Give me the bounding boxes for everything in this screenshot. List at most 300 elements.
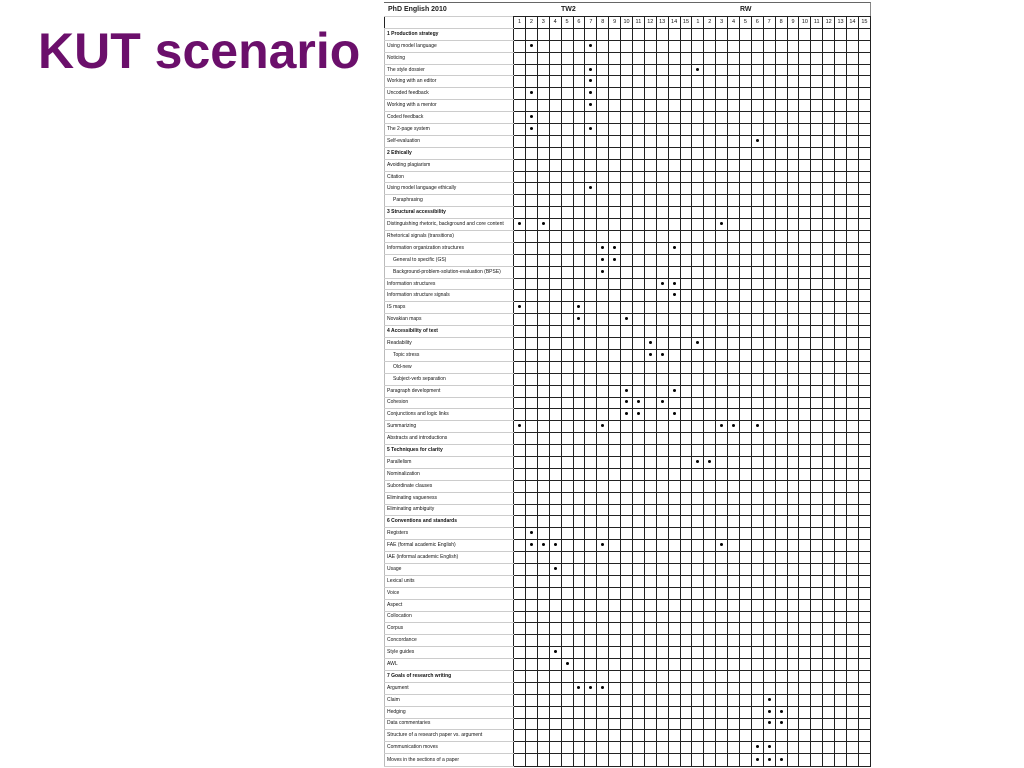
table-row <box>385 76 871 88</box>
row-label: Noticing <box>385 52 514 64</box>
grid-cell <box>668 492 680 504</box>
dot-marker <box>597 266 609 278</box>
dot-marker <box>775 754 787 767</box>
table-row <box>385 635 871 647</box>
grid-cell <box>644 754 656 767</box>
grid-cell <box>728 587 740 599</box>
grid-cell <box>847 397 859 409</box>
grid-cell <box>609 421 621 433</box>
grid-cell <box>668 124 680 136</box>
dot-marker <box>537 540 549 552</box>
grid-cell <box>632 528 644 540</box>
grid-cell <box>573 552 585 564</box>
grid-cell <box>692 397 704 409</box>
grid-cell <box>525 575 537 587</box>
grid-cell <box>680 754 692 767</box>
grid-cell <box>728 504 740 516</box>
grid-cell <box>644 207 656 219</box>
grid-cell <box>787 480 799 492</box>
dot-marker <box>704 456 716 468</box>
grid-cell <box>537 456 549 468</box>
grid-cell <box>763 670 775 682</box>
grid-cell <box>799 397 811 409</box>
column-number: 9 <box>609 17 621 29</box>
grid-cell <box>644 563 656 575</box>
grid-cell <box>632 290 644 302</box>
grid-cell <box>573 623 585 635</box>
grid-cell <box>811 611 823 623</box>
grid-cell <box>739 670 751 682</box>
grid-cell <box>799 135 811 147</box>
grid-cell <box>799 552 811 564</box>
grid-cell <box>811 647 823 659</box>
grid-cell <box>739 563 751 575</box>
dot-marker <box>573 314 585 326</box>
grid-cell <box>597 195 609 207</box>
grid-cell <box>811 124 823 136</box>
grid-cell <box>692 706 704 718</box>
grid-cell <box>632 100 644 112</box>
grid-cell <box>525 516 537 528</box>
grid-cell <box>692 349 704 361</box>
grid-cell <box>847 504 859 516</box>
grid-cell <box>811 28 823 40</box>
grid-cell <box>704 219 716 231</box>
grid-cell <box>680 611 692 623</box>
grid-cell <box>514 504 526 516</box>
grid-cell <box>549 718 561 730</box>
grid-cell <box>847 647 859 659</box>
grid-cell <box>585 385 597 397</box>
grid-cell <box>656 409 668 421</box>
grid-cell <box>597 445 609 457</box>
grid-cell <box>716 730 728 742</box>
grid-cell <box>739 718 751 730</box>
grid-cell <box>597 314 609 326</box>
grid-cell <box>787 718 799 730</box>
grid-cell <box>525 397 537 409</box>
grid-cell <box>692 575 704 587</box>
grid-cell <box>799 207 811 219</box>
grid-cell <box>811 706 823 718</box>
grid-cell <box>739 373 751 385</box>
grid-cell <box>668 397 680 409</box>
grid-cell <box>799 326 811 338</box>
grid-cell <box>858 670 870 682</box>
grid-cell <box>823 492 835 504</box>
grid-cell <box>525 635 537 647</box>
grid-cell <box>739 516 751 528</box>
grid-cell <box>514 492 526 504</box>
grid-cell <box>549 754 561 767</box>
grid-cell <box>751 659 763 671</box>
grid-cell <box>716 88 728 100</box>
grid-cell <box>537 64 549 76</box>
grid-cell <box>573 28 585 40</box>
grid-cell <box>549 207 561 219</box>
grid-cell <box>704 528 716 540</box>
grid-cell <box>621 421 633 433</box>
grid-cell <box>549 385 561 397</box>
grid-cell <box>728 670 740 682</box>
grid-cell <box>573 349 585 361</box>
dot-marker <box>644 349 656 361</box>
grid-cell <box>739 326 751 338</box>
grid-cell <box>680 742 692 754</box>
grid-cell <box>585 516 597 528</box>
grid-cell <box>692 135 704 147</box>
grid-cell <box>763 445 775 457</box>
grid-cell <box>835 373 847 385</box>
grid-cell <box>835 254 847 266</box>
grid-cell <box>514 456 526 468</box>
grid-cell <box>585 445 597 457</box>
grid-cell <box>858 254 870 266</box>
grid-cell <box>811 599 823 611</box>
grid-cell <box>751 706 763 718</box>
grid-cell <box>656 611 668 623</box>
grid-cell <box>751 445 763 457</box>
grid-cell <box>799 718 811 730</box>
grid-cell <box>573 409 585 421</box>
table-row <box>385 694 871 706</box>
grid-cell <box>621 100 633 112</box>
grid-cell <box>656 552 668 564</box>
grid-cell <box>728 88 740 100</box>
grid-cell <box>632 266 644 278</box>
grid-cell <box>823 587 835 599</box>
grid-cell <box>823 540 835 552</box>
grid-cell <box>847 754 859 767</box>
column-number: 11 <box>632 17 644 29</box>
grid-cell <box>621 242 633 254</box>
grid-cell <box>525 433 537 445</box>
grid-cell <box>763 349 775 361</box>
grid-cell <box>751 195 763 207</box>
grid-cell <box>680 361 692 373</box>
row-label: Paraphrasing <box>385 195 514 207</box>
grid-cell <box>680 492 692 504</box>
grid-cell <box>668 504 680 516</box>
grid-cell <box>847 575 859 587</box>
grid-cell <box>787 40 799 52</box>
grid-cell <box>573 76 585 88</box>
grid-cell <box>823 302 835 314</box>
grid-cell <box>514 349 526 361</box>
grid-cell <box>525 480 537 492</box>
grid-cell <box>823 456 835 468</box>
grid-cell <box>823 242 835 254</box>
grid-cell <box>835 385 847 397</box>
grid-cell <box>763 385 775 397</box>
grid-cell <box>597 575 609 587</box>
table-row <box>385 563 871 575</box>
dot-marker <box>514 219 526 231</box>
grid-cell <box>763 575 775 587</box>
grid-cell <box>692 183 704 195</box>
grid-cell <box>799 694 811 706</box>
grid-cell <box>751 231 763 243</box>
grid-cell <box>644 326 656 338</box>
column-number: 9 <box>787 17 799 29</box>
grid-cell <box>704 290 716 302</box>
grid-cell <box>704 349 716 361</box>
table-row <box>385 480 871 492</box>
grid-cell <box>763 159 775 171</box>
grid-cell <box>609 290 621 302</box>
grid-cell <box>514 599 526 611</box>
grid-cell <box>835 611 847 623</box>
grid-cell <box>763 611 775 623</box>
dot-marker <box>597 540 609 552</box>
grid-cell <box>549 421 561 433</box>
grid-cell <box>668 100 680 112</box>
grid-cell <box>704 516 716 528</box>
grid-cell <box>787 492 799 504</box>
grid-cell <box>763 492 775 504</box>
grid-cell <box>609 385 621 397</box>
grid-cell <box>632 433 644 445</box>
grid-cell <box>573 575 585 587</box>
column-number: 11 <box>811 17 823 29</box>
grid-cell <box>585 195 597 207</box>
grid-cell <box>847 552 859 564</box>
grid-cell <box>597 623 609 635</box>
grid-cell <box>799 480 811 492</box>
grid-cell <box>787 456 799 468</box>
grid-cell <box>632 385 644 397</box>
grid-cell <box>609 754 621 767</box>
grid-cell <box>585 468 597 480</box>
grid-cell <box>847 159 859 171</box>
grid-cell <box>763 587 775 599</box>
grid-cell <box>739 314 751 326</box>
grid-cell <box>561 338 573 350</box>
grid-cell <box>835 290 847 302</box>
grid-cell <box>656 694 668 706</box>
grid-cell <box>823 124 835 136</box>
column-number: 2 <box>525 17 537 29</box>
grid-cell <box>751 385 763 397</box>
grid-cell <box>597 468 609 480</box>
grid-cell <box>692 28 704 40</box>
grid-cell <box>775 670 787 682</box>
grid-cell <box>561 468 573 480</box>
grid-cell <box>632 694 644 706</box>
grid-cell <box>787 290 799 302</box>
grid-cell <box>621 254 633 266</box>
row-label: Nominalization <box>385 468 514 480</box>
grid-cell <box>704 647 716 659</box>
table-row <box>385 171 871 183</box>
grid-cell <box>585 207 597 219</box>
grid-cell <box>858 361 870 373</box>
grid-cell <box>621 659 633 671</box>
row-label: Using model language <box>385 40 514 52</box>
grid-cell <box>668 302 680 314</box>
grid-cell <box>716 112 728 124</box>
grid-cell <box>537 528 549 540</box>
grid-cell <box>787 242 799 254</box>
grid-cell <box>561 195 573 207</box>
dot-marker <box>763 754 775 767</box>
column-number: 3 <box>716 17 728 29</box>
grid-cell <box>609 563 621 575</box>
grid-cell <box>847 112 859 124</box>
grid-cell <box>525 504 537 516</box>
grid-cell <box>525 670 537 682</box>
grid-cell <box>549 552 561 564</box>
grid-cell <box>692 40 704 52</box>
grid-cell <box>811 100 823 112</box>
grid-cell <box>537 504 549 516</box>
grid-cell <box>549 266 561 278</box>
grid-cell <box>537 563 549 575</box>
grid-cell <box>525 135 537 147</box>
grid-cell <box>787 278 799 290</box>
dot-marker <box>716 540 728 552</box>
grid-cell <box>835 397 847 409</box>
grid-cell <box>751 28 763 40</box>
grid-cell <box>716 171 728 183</box>
grid-cell <box>656 40 668 52</box>
grid-cell <box>728 254 740 266</box>
grid-cell <box>763 659 775 671</box>
grid-cell <box>537 326 549 338</box>
grid-cell <box>739 445 751 457</box>
grid-cell <box>656 219 668 231</box>
grid-cell <box>573 326 585 338</box>
grid-cell <box>609 171 621 183</box>
grid-cell <box>835 64 847 76</box>
grid-cell <box>704 694 716 706</box>
grid-cell <box>525 302 537 314</box>
grid-cell <box>549 314 561 326</box>
grid-cell <box>632 659 644 671</box>
grid-cell <box>763 504 775 516</box>
grid-cell <box>561 433 573 445</box>
grid-cell <box>621 290 633 302</box>
grid-cell <box>668 159 680 171</box>
grid-cell <box>561 516 573 528</box>
grid-cell <box>573 397 585 409</box>
grid-cell <box>668 706 680 718</box>
table-row <box>385 64 871 76</box>
grid-cell <box>561 587 573 599</box>
dot-marker <box>621 314 633 326</box>
grid-cell <box>632 587 644 599</box>
section-row <box>385 147 871 159</box>
grid-cell <box>514 183 526 195</box>
grid-cell <box>704 718 716 730</box>
grid-cell <box>763 207 775 219</box>
grid-cell <box>656 195 668 207</box>
table-row <box>385 290 871 302</box>
grid-cell <box>561 88 573 100</box>
grid-cell <box>561 540 573 552</box>
grid-cell <box>656 682 668 694</box>
grid-cell <box>514 397 526 409</box>
grid-cell <box>514 100 526 112</box>
grid-cell <box>609 314 621 326</box>
grid-cell <box>609 694 621 706</box>
grid-cell <box>739 742 751 754</box>
grid-cell <box>597 647 609 659</box>
grid-cell <box>597 742 609 754</box>
grid-cell <box>704 183 716 195</box>
column-number: 8 <box>597 17 609 29</box>
row-label: AWL <box>385 659 514 671</box>
grid-cell <box>573 207 585 219</box>
dot-marker <box>621 397 633 409</box>
grid-cell <box>787 635 799 647</box>
grid-cell <box>728 338 740 350</box>
grid-cell <box>609 88 621 100</box>
grid-cell <box>775 231 787 243</box>
grid-cell <box>609 409 621 421</box>
grid-cell <box>621 124 633 136</box>
grid-cell <box>823 575 835 587</box>
grid-cell <box>537 516 549 528</box>
grid-cell <box>597 397 609 409</box>
grid-cell <box>514 361 526 373</box>
grid-cell <box>609 445 621 457</box>
grid-cell <box>692 540 704 552</box>
grid-cell <box>632 742 644 754</box>
grid-cell <box>537 88 549 100</box>
grid-cell <box>597 326 609 338</box>
grid-cell <box>858 718 870 730</box>
grid-cell <box>680 456 692 468</box>
grid-cell <box>739 456 751 468</box>
grid-cell <box>835 480 847 492</box>
grid-cell <box>799 575 811 587</box>
grid-cell <box>537 373 549 385</box>
grid-cell <box>561 421 573 433</box>
grid-cell <box>716 135 728 147</box>
grid-cell <box>739 266 751 278</box>
grid-cell <box>858 231 870 243</box>
row-label: Working with a mentor <box>385 100 514 112</box>
grid-cell <box>716 302 728 314</box>
grid-cell <box>775 611 787 623</box>
grid-cell <box>799 623 811 635</box>
row-label: IAE (informal academic English) <box>385 552 514 564</box>
grid-cell <box>585 528 597 540</box>
grid-cell <box>585 373 597 385</box>
grid-cell <box>692 112 704 124</box>
grid-cell <box>573 40 585 52</box>
grid-cell <box>585 338 597 350</box>
dot-marker <box>585 100 597 112</box>
grid-cell <box>525 338 537 350</box>
grid-cell <box>632 159 644 171</box>
grid-cell <box>775 397 787 409</box>
grid-cell <box>609 623 621 635</box>
grid-cell <box>668 64 680 76</box>
grid-cell <box>537 385 549 397</box>
dot-marker <box>763 742 775 754</box>
grid-cell <box>823 207 835 219</box>
grid-cell <box>858 326 870 338</box>
grid-cell <box>549 242 561 254</box>
grid-cell <box>728 314 740 326</box>
grid-cell <box>609 112 621 124</box>
grid-cell <box>644 64 656 76</box>
grid-cell <box>597 754 609 767</box>
grid-cell <box>585 302 597 314</box>
grid-cell <box>728 694 740 706</box>
